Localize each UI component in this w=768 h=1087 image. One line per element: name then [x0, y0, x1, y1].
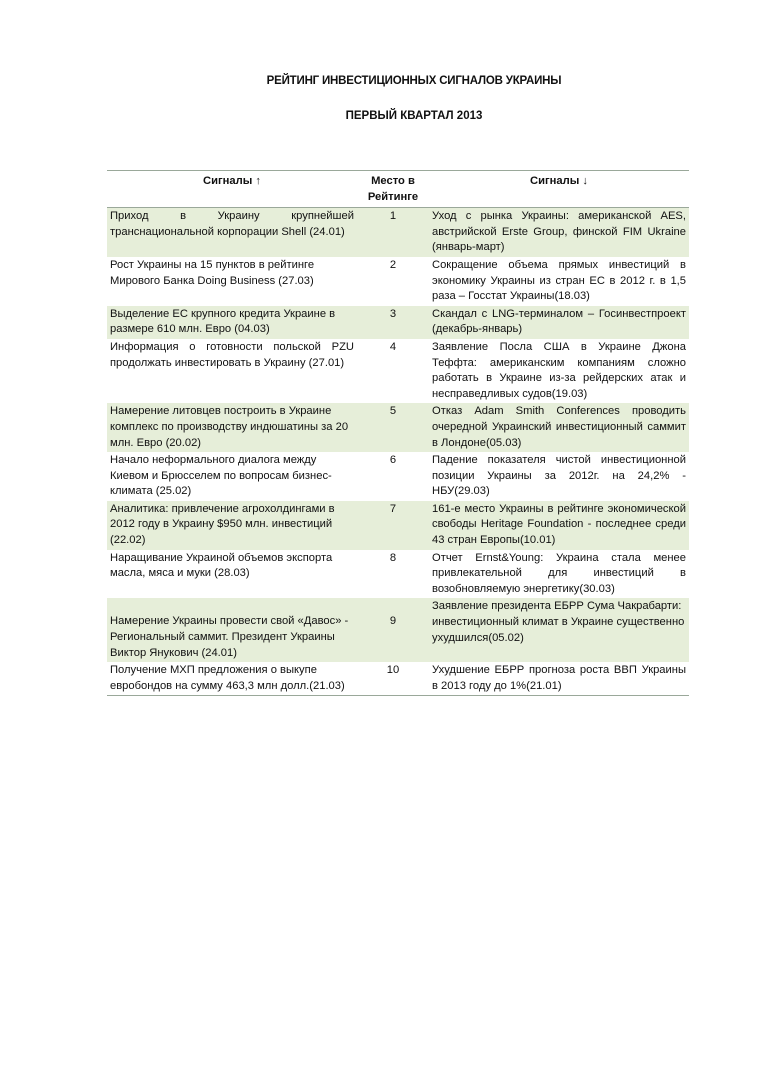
rank-cell: 10 [386, 664, 400, 677]
positive-signal-cell: Получение МХП предложения о выкупе евробондов на сумму 463,3 млн долл.(21.03) [110, 664, 345, 692]
positive-signal-cell: Рост Украины на 15 пунктов в рейтинге Мирового Банка Doing Business (27.03) [110, 258, 315, 287]
positive-signal-cell: Наращивание Украиной объемов экспорта масла, мяса и муки (28.03) [110, 551, 333, 580]
header-positive-signals: Сигналы ↑ [203, 175, 261, 187]
table-row [107, 452, 689, 501]
positive-signal-cell: Приход в Украину крупнейшей транснациональной корпорации Shell (24.01) [110, 210, 354, 238]
rank-cell: 1 [389, 210, 397, 223]
negative-signal-cell: Падение показателя чистой инвестиционной позиции Украины за 2012г. на 24,2% - НБУ(29.03) [432, 454, 686, 498]
negative-signal-cell: Отчет Ernst&Young: Украина стала менее привлекательной для инвестиций в возобновляемую энергетику(30.03) [432, 551, 686, 595]
positive-signal-cell: Намерение Украины провести свой «Давос» - Региональный саммит. Президент Украины Виктор Янукович (24.01) [110, 615, 349, 659]
positive-signal-cell: Информация о готовности польской PZU продолжать инвестировать в Украину (27.01) [110, 340, 354, 369]
table-row [107, 501, 689, 550]
header-negative-signals: Сигналы ↓ [530, 175, 588, 187]
positive-signal-cell: Начало неформального диалога между Киевом и Брюсселем по вопросам бизнес-климата (25.02) [110, 454, 332, 498]
ranking-table [107, 170, 689, 696]
rank-cell: 4 [389, 340, 397, 353]
positive-signal-cell: Аналитика: привлечение агрохолдингами в 2012 году в Украину $950 млн. инвестиций (22.02) [110, 502, 335, 547]
ranking-table-wrapper [107, 170, 689, 696]
document-title: РЕЙТИНГ ИНВЕСТИЦИОННЫХ СИГНАЛОВ УКРАИНЫ [266, 75, 562, 87]
negative-signal-cell: Уход с рынка Украины: американской AES, австрийской Erste Group, финской FIM Ukraine (январь-март) [432, 210, 686, 254]
negative-signal-cell: Отказ Adam Smith Conferences проводить очередной Украинский инвестиционный саммит в Лондоне(05.03) [432, 405, 686, 449]
table-row [107, 550, 689, 599]
negative-signal-cell: Ухудшение ЕБРР прогноза роста ВВП Украины в 2013 году до 1%(21.01) [432, 664, 686, 692]
table-row [107, 257, 689, 306]
positive-signal-cell: Выделение ЕС крупного кредита Украине в размере 610 млн. Евро (04.03) [110, 307, 336, 336]
negative-signal-cell: Скандал с LNG-терминалом – Госинвестпроект (декабрь-январь) [432, 307, 686, 336]
rank-cell: 3 [389, 307, 397, 320]
negative-signal-cell: Заявление президента ЕБРР Сума Чакрабарти: инвестиционный климат в Украине существенно ухудшился(05.02) [432, 600, 685, 644]
header-rank: Место в Рейтинге [367, 175, 419, 203]
table-header-row [107, 171, 689, 208]
negative-signal-cell: 161-е место Украины в рейтинге экономической свободы Heritage Foundation - последнее среди 43 стран Европы(10.01) [432, 502, 686, 547]
rank-cell: 7 [389, 502, 397, 515]
document-subtitle: ПЕРВЫЙ КВАРТАЛ 2013 [345, 110, 483, 122]
table-row [107, 339, 689, 403]
table-row [107, 208, 689, 257]
rank-cell: 9 [389, 615, 397, 628]
rank-cell: 8 [389, 551, 397, 564]
table-row [107, 403, 689, 452]
table-row [107, 598, 689, 662]
positive-signal-cell: Намерение литовцев построить в Украине комплекс по производству индюшатины за 20 млн. Евро (20.02) [110, 405, 349, 449]
negative-signal-cell: Заявление Посла США в Украине Джона Теффта: американским компаниям сложно работать в Украине из-за рейдерских атак и несправедливых судов(19.03) [432, 340, 686, 400]
rank-cell: 6 [389, 454, 397, 467]
rank-cell: 5 [389, 405, 397, 418]
table-row [107, 662, 689, 696]
rank-cell: 2 [389, 258, 397, 271]
negative-signal-cell: Сокращение объема прямых инвестиций в экономику Украины из стран ЕС в 2012 г. в 1,5 раза – Госстат Украины(18.03) [432, 258, 686, 303]
table-row [107, 306, 689, 339]
